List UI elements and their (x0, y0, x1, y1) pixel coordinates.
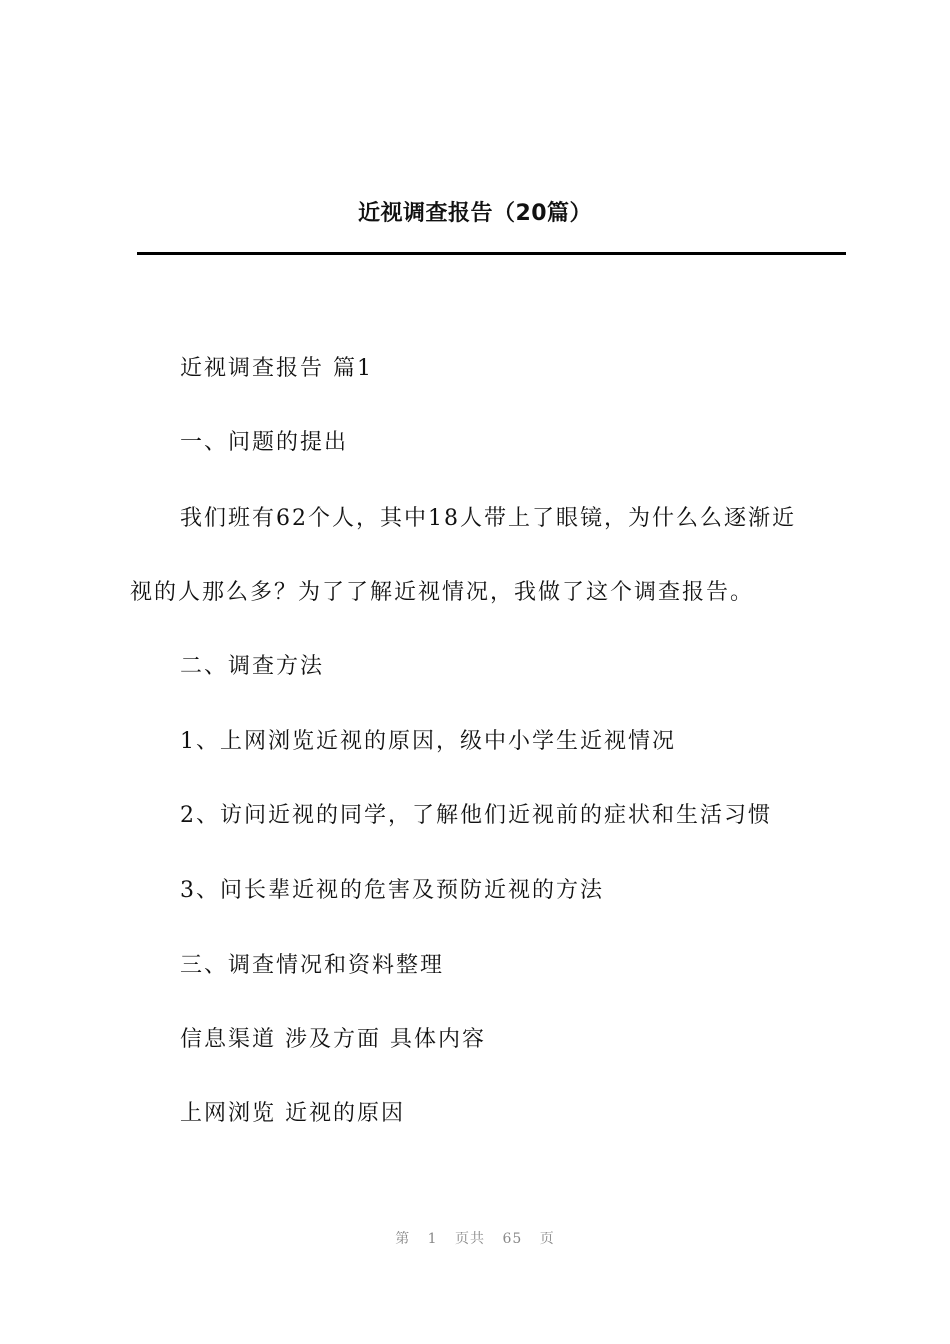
table-row: 上网浏览 近视的原因 (180, 1101, 405, 1126)
heading-method: 二、调查方法 (180, 654, 325, 679)
document-title: 近视调查报告（20篇） (357, 201, 593, 226)
page-footer (0, 1228, 950, 1250)
paragraph-line-2: 视的人那么多？为了了解近视情况，我做了这个调查报告。 (130, 580, 755, 605)
method-item-2: 2、访问近视的同学，了解他们近视前的症状和生活习惯 (180, 803, 772, 828)
method-item-1: 1、上网浏览近视的原因，级中小学生近视情况 (180, 729, 676, 754)
footer-di: 第 (395, 1231, 411, 1247)
heading-problem: 一、问题的提出 (180, 430, 349, 455)
footer-ye: 页 (539, 1231, 555, 1247)
method-item-3: 3、问长辈近视的危害及预防近视的方法 (180, 878, 604, 903)
heading-survey: 三、调查情况和资料整理 (180, 953, 445, 978)
footer-total-pages: 65 (502, 1231, 523, 1247)
table-header-row: 信息渠道 涉及方面 具体内容 (180, 1027, 486, 1052)
footer-ye-gong: 页共 (455, 1231, 486, 1247)
section-heading: 近视调查报告 篇1 (180, 356, 373, 381)
title-underline (137, 252, 846, 255)
paragraph-line-1: 我们班有62个人，其中18人带上了眼镜，为什么么逐渐近 (180, 506, 796, 531)
footer-page-number: 1 (427, 1231, 438, 1247)
